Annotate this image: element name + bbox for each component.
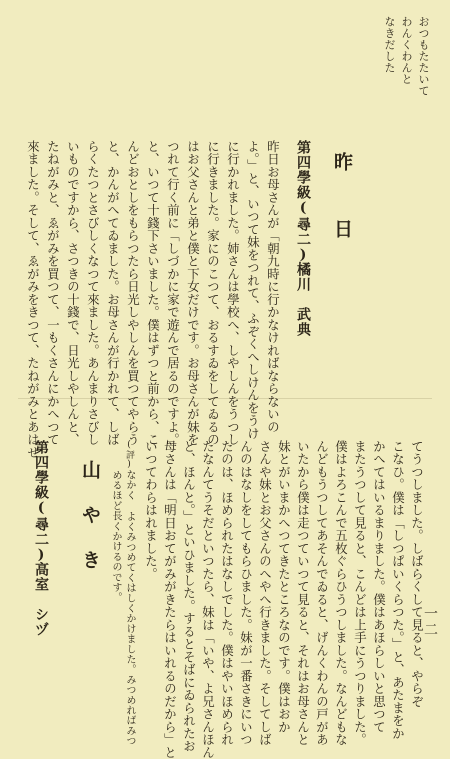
teacher-comment-line-2: めるほど長くかけるのです。	[110, 470, 121, 603]
body-line: と、ほんと。」といひました。するとそばにゐられたお	[181, 440, 197, 753]
essay-author: 橘川 武典	[295, 262, 311, 337]
body-line: つれて行く前に「しづかに家で遊んで居るのですよ。」	[165, 140, 181, 453]
body-line: またうつして見ると、こんどは上手にうつりました。	[352, 440, 368, 746]
body-line: 來ました。そして、ゑがみをきつて、たねがみとあはせ	[25, 140, 41, 459]
essay-author-2: 高室 シヅ	[33, 562, 49, 637]
poem-line-1: おつもたたいて	[417, 16, 430, 97]
body-line: いたから僕は走つていつて見ると、それはお母さんと	[295, 440, 311, 746]
body-line: 妹とがいまかへつてきたところなのです。僕はおか	[276, 440, 292, 734]
body-line: たのは、ほめられたはなしでした。僕はやいほめられ	[219, 440, 235, 746]
body-line: いものですから、さつきの十錢で、日光しやしんと、	[65, 140, 81, 446]
body-line: たねがみと、ゑがみを買つて、一もくさんにかへつて	[45, 140, 61, 446]
essay-title-2: 山やき	[79, 460, 101, 595]
essay-grade: 第四學級(尋二)	[295, 140, 311, 264]
body-line: こなひ。僕は「しつぱいくらつた。」と、あたまをか	[390, 440, 406, 740]
body-line: よ。」と、いつて妹をつれて、ふぞくへしけんをうけ	[245, 140, 261, 440]
body-line: てうつしました。しばらくして見ると、やらぞ	[409, 440, 425, 708]
body-line: と、かんがへてゐました。お母さんが行かれて、しば	[105, 140, 121, 446]
poem-line-2: わんくわんと	[400, 16, 413, 85]
body-line: かへてはいるまりました。僕はあほらしいと思つて	[371, 440, 387, 734]
body-line: 僕はよろこんで五枚ぐらひうつしました。なんどもな	[333, 440, 349, 746]
comment-text: なかく よくみつめてくはしくかけました。みつめればみつ	[124, 469, 135, 747]
essay-title: 昨日	[331, 152, 353, 286]
page-number: 一二	[422, 606, 438, 638]
body-line: 母さんは「明日おてがみがきたらはいれるのだから」と	[162, 440, 178, 759]
comment-tag: (評)	[124, 440, 134, 470]
teacher-comment-line-1	[124, 440, 134, 746]
body-line: たなんてうそだといつたら、妹は「いや、よ兄さんほん	[200, 440, 216, 759]
body-line: んのはなしをしてもらひました。妹が一番さきにいつ	[238, 440, 254, 746]
body-line: と、いつて十錢下さいました。僕はずつと前から、こ	[145, 140, 161, 446]
poem-line-3: なきだした	[383, 16, 396, 74]
body-line: んどもうつしてあそんでゐると、げんくわんの戸があ	[314, 440, 330, 746]
essay-grade-2: 第四學級(尋二)	[33, 440, 49, 564]
body-line: らくたつとさびしくなつて來ました。あんまりさびし	[85, 140, 101, 446]
body-line: 昨日お母さんが「朝九時に行かなければならないの	[265, 140, 281, 434]
body-line: いつてわらはれました。	[143, 440, 159, 581]
body-line: に行きました。家にのこつて、おるすゐをしてゐるの	[205, 140, 221, 446]
body-line: んどおとしをもらつたら日光しやしんを買つてやらう	[125, 140, 141, 446]
body-line: さんや妹とお父さんのへやへ行きました。そしてしば	[257, 440, 273, 746]
body-line: はお父さんと弟と僕と下女だけです。お母さんが妹を	[185, 140, 201, 446]
body-line: に行かれました。姉さんは學校へ、しやしんをうつし	[225, 140, 241, 446]
